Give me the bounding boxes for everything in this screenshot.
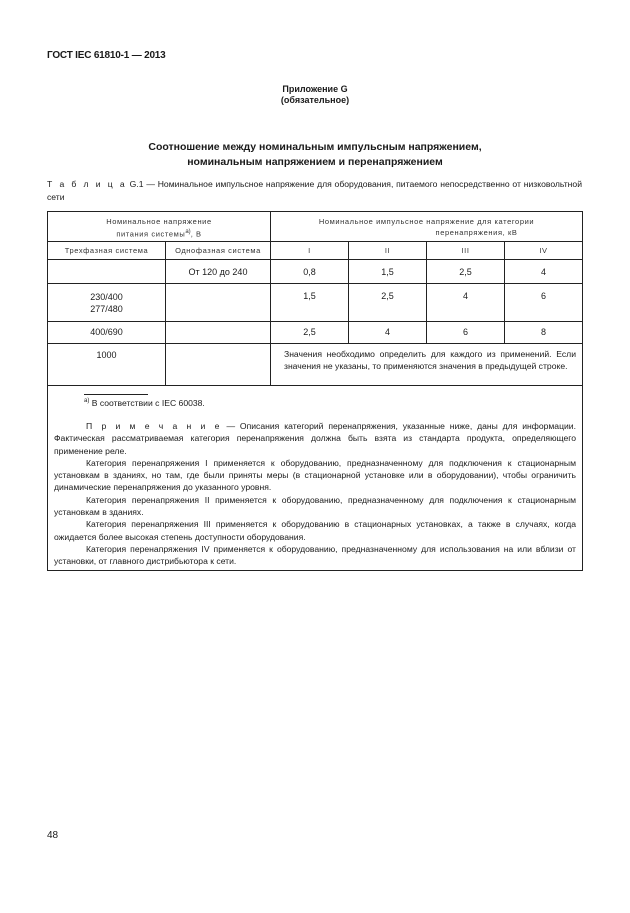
header-category-2: II [384,246,391,255]
note-text-1: — Описания категорий перенапряжения, указанные ниже, даны для информации. Фактическая рассматриваемая категория перенапряжения должна быть взята из стандарта продукта, определяющего применение реле. [54,421,576,456]
rule-h2 [48,259,582,260]
row1-cat-4: 4 [540,267,546,277]
header-impulse-line-2: перенапряжения, кВ [435,228,518,237]
caption-text: G.1 — Номинальное импульсное напряжение для оборудования, питаемого непосредственно от низковольтной сети [47,179,582,202]
header-supply-voltage [48,216,270,240]
row4-three-phase: 1000 [96,350,117,360]
row3-cat-1: 2,5 [303,327,316,337]
section-heading [0,140,630,170]
rule-h6 [48,385,582,386]
document-header: ГОСТ IEC 61810-1 — 2013 [47,50,166,61]
note-paragraph-4: Категория перенапряжения III применяется к оборудованию в стационарных установках, а также в случаях, когда ожидается более высокая степень доступности оборудования. [54,519,576,542]
rule-h5 [48,343,582,344]
header-supply-line-2-wrap [48,227,270,240]
note-paragraph-2: Категория перенапряжения I применяется к оборудованию, предназначенному для подключения к стационарным установкам в зданиях, но там, где были приняты меры (в стационарной установке или в оборудовании), чтобы ограничить динамические перенапряжения до указанного уровня. [54,457,576,493]
header-supply-footnote-mark: а) [185,229,191,235]
table-caption [47,178,582,204]
heading-line-2: номинальным напряжением и перенапряжением [187,156,443,168]
row3-cat-2: 4 [384,327,390,337]
rule-h3 [48,283,582,284]
annex-kind: (обязательное) [280,95,350,105]
note-paragraph-3: Категория перенапряжения II применяется к оборудованию, предназначенному для подключения к стационарным установкам в зданиях. [54,494,576,518]
header-single-phase: Однофазная система [175,246,261,255]
row2-three-phase-line-2: 277/480 [90,304,123,314]
row1-cat-3: 2,5 [459,267,472,277]
footnote [84,398,205,408]
rule-v1 [165,241,166,385]
header-impulse-line-1: Номинальное импульсное напряжение для категории [318,217,535,226]
header-category-3: III [461,246,470,255]
row3-three-phase: 400/690 [90,327,123,337]
note-paragraph-5: Категория перенапряжения IV применяется к оборудованию, предназначенному для использования на или вблизи от установки, от главного дистрибьютора к сети. [54,543,576,567]
row1-cat-1: 0,8 [303,267,316,277]
voltage-table [47,211,583,571]
row2-cat-4: 6 [540,291,546,301]
header-category-4: IV [539,246,548,255]
row3-cat-4: 8 [540,327,546,337]
header-supply-line-1: Номинальное напряжение [106,217,212,226]
table-notes [54,420,576,568]
rule-h4 [48,321,582,322]
header-supply-unit: , В [190,229,202,239]
footnote-text: В соответствии с IEC 60038. [89,398,205,408]
row2-cat-3: 4 [462,291,468,301]
page-number: 48 [47,830,59,841]
header-impulse-voltage [271,216,582,238]
row2-three-phase-line-1: 230/400 [90,292,123,302]
header-supply-line-2: питания системы [116,229,186,239]
row4-note: Значения необходимо определить для каждого из применений. Если значения не указаны, то применяются значения в предыдущей строке. [284,349,576,371]
note-prefix: П р и м е ч а н и е [86,421,222,431]
caption-prefix: Т а б л и ц а [47,179,127,189]
row3-cat-3: 6 [462,327,468,337]
row2-cat-2: 2,5 [381,291,394,301]
header-category-1: I [308,246,311,255]
row2-cat-1: 1,5 [303,291,316,301]
row1-single-phase: От 120 до 240 [188,267,248,277]
row2-three-phase [48,291,165,315]
footnote-mark: а) [84,398,90,405]
row1-cat-2: 1,5 [381,267,394,277]
footnote-rule [84,394,148,395]
note-paragraph-1 [54,420,576,457]
rule-h1 [48,241,582,242]
header-three-phase: Трехфазная система [64,246,149,255]
annex-title: Приложение G [282,84,348,94]
heading-line-1: Соотношение между номинальным импульсным напряжением, [148,141,482,153]
